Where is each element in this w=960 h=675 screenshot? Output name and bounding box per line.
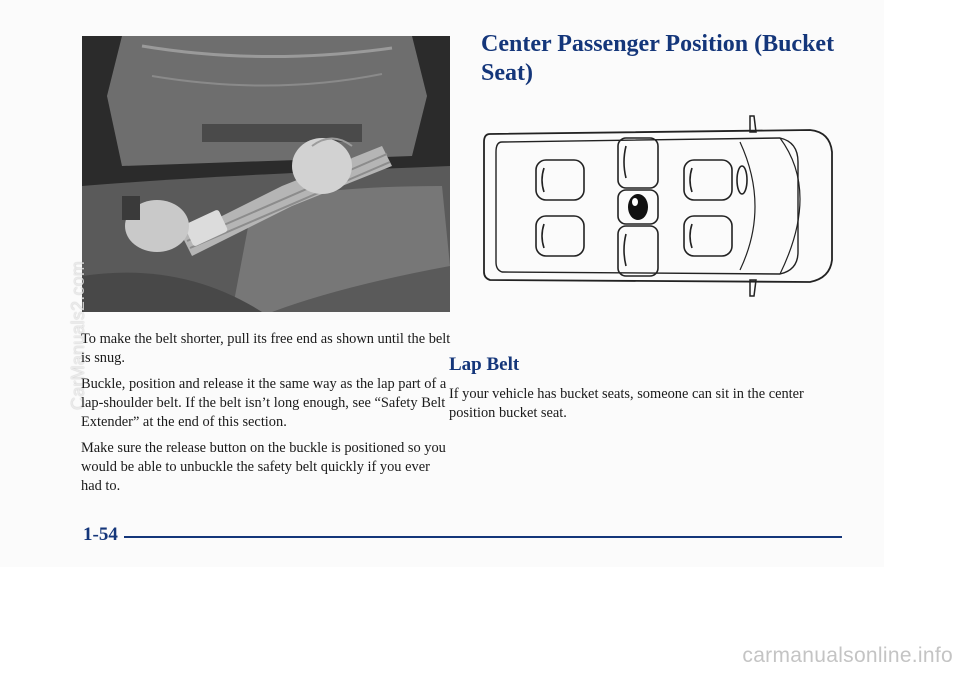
left-column <box>81 330 453 503</box>
page-number: 1-54 <box>83 524 118 545</box>
bottom-watermark: carmanualsonline.info <box>742 644 953 667</box>
seat-belt-illustration <box>82 36 450 312</box>
vehicle-top-view-icon <box>480 112 840 302</box>
footer-rule <box>124 536 842 538</box>
instruction-paragraph-2: Buckle, position and release it the same way as the lap part of a lap-shoulder belt. If the belt isn’t long enough, see “Safety Belt Extender” at the end of this section. <box>81 376 447 430</box>
seat-belt-photo <box>82 36 450 312</box>
lap-belt-heading: Lap Belt <box>449 354 520 375</box>
side-watermark: CarManuals2.com <box>68 260 88 410</box>
bucket-seat-diagram <box>480 112 840 302</box>
instruction-paragraph-1: To make the belt shorter, pull its free end as shown until the belt is snug. <box>81 331 451 366</box>
instruction-paragraph-3: Make sure the release button on the buckle is positioned so you would be able to unbuckle the safety belt quickly if you ever had to. <box>81 440 446 494</box>
section-heading: Center Passenger Position (Bucket Seat) <box>481 31 835 86</box>
lap-belt-paragraph: If your vehicle has bucket seats, someone can sit in the center position bucket seat. <box>449 386 804 421</box>
